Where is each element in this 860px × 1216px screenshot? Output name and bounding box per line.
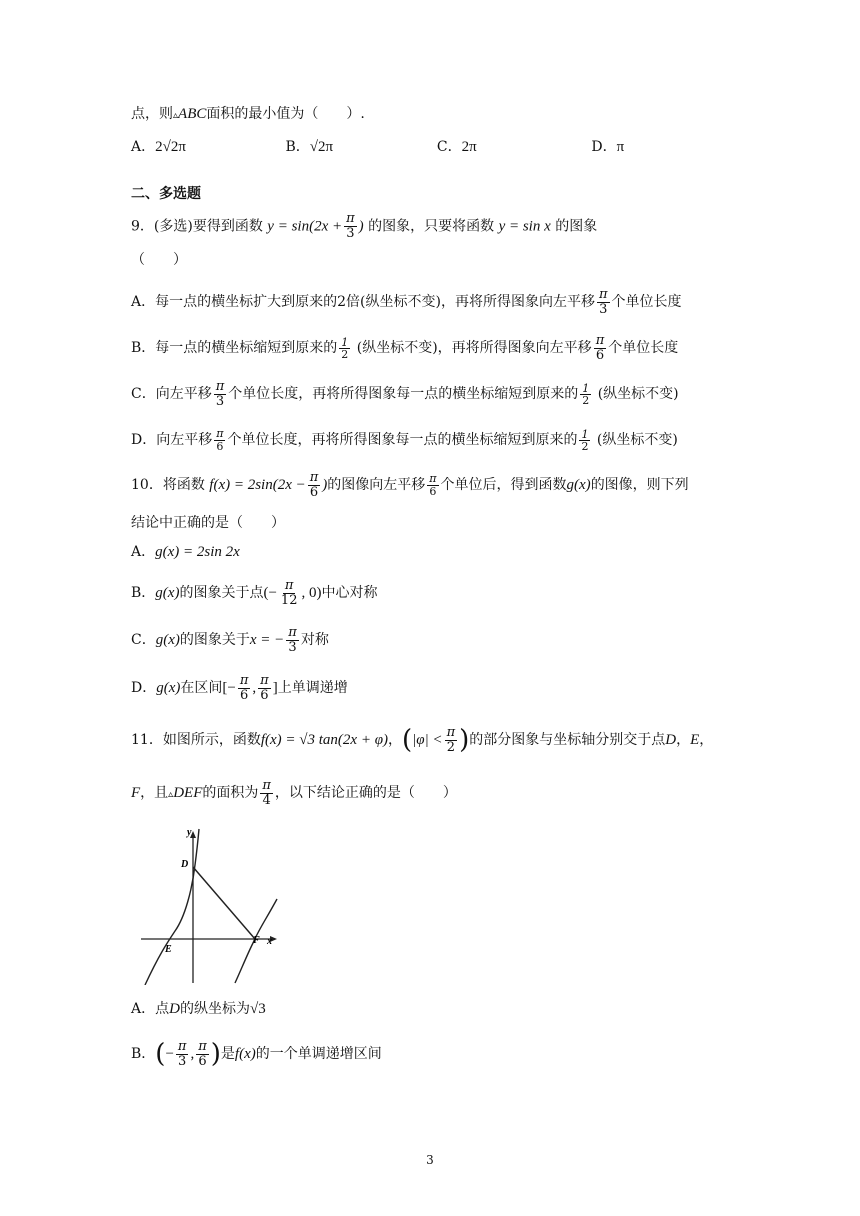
q11-option-a[interactable] — [131, 996, 266, 1022]
option-text-end: (纵坐标不变) — [597, 386, 679, 402]
option-g: g(x) — [155, 632, 180, 648]
q9-text-b: 的图象，只要将函数 — [368, 218, 495, 235]
frac — [286, 626, 299, 655]
point-d: D — [665, 732, 677, 748]
q10-stem-line2: 结论中正确的是（ ） — [131, 515, 285, 531]
frac-den: 6 — [309, 484, 319, 500]
q10-text-b: 的图像向左平移 — [327, 477, 426, 493]
label-d: D — [181, 859, 189, 870]
frac-den: 3 — [215, 393, 225, 409]
option-value: √3 — [249, 1001, 266, 1017]
option-g: g(x) — [156, 680, 181, 696]
tangent-branch-1 — [145, 829, 199, 985]
q11-comma: ， — [387, 732, 402, 748]
frac — [238, 674, 251, 703]
q9-func-close: ) — [358, 218, 364, 235]
option-value: π — [616, 139, 625, 155]
option-text-mid: 个单位长度，再将所得图象每一点的横坐标缩短到原来的 — [228, 386, 579, 402]
frac-num: π — [429, 471, 437, 485]
frac-den: 2 — [582, 393, 590, 407]
paren-open: ( — [401, 725, 413, 755]
q8-option-d[interactable] — [591, 137, 624, 157]
option-text-end: 对称 — [300, 632, 329, 648]
point-close: , 0) — [301, 585, 322, 601]
frac-num: π — [346, 211, 355, 226]
option-label: B． — [131, 340, 156, 356]
frac-num: π — [262, 777, 271, 793]
label-e: E — [165, 944, 172, 955]
option-text: 在区间 — [180, 680, 223, 696]
frac-num: π — [288, 624, 297, 640]
frac — [214, 428, 225, 453]
q8-text-end: 面积的最小值为（ ）. — [206, 106, 365, 122]
q8-stem-tail — [131, 104, 365, 126]
option-text-end: 中心对称 — [321, 585, 378, 601]
frac-den: 6 — [239, 687, 249, 703]
frac-den: 6 — [260, 687, 269, 703]
frac-den: 3 — [599, 301, 608, 317]
q11-stem-line2 — [131, 776, 457, 812]
q9-option-a[interactable] — [131, 287, 682, 317]
q9-func2: y = sin x — [498, 218, 551, 235]
label-y: y — [187, 827, 192, 838]
option-expr: g(x) = 2sin 2x — [155, 544, 240, 560]
option-text: 向左平移 — [156, 432, 213, 448]
option-text-end: (纵坐标不变) — [596, 432, 678, 448]
label-f: F — [253, 935, 260, 946]
point-e: E — [690, 732, 700, 748]
option-text-end: 个单位长度 — [608, 340, 679, 356]
q10-text-c: 个单位后，得到函数 — [440, 477, 567, 493]
paren-close: ) — [459, 725, 470, 755]
paren-close: ) — [210, 1039, 221, 1069]
q10-option-b[interactable] — [131, 578, 377, 608]
frac — [445, 726, 458, 755]
q11-text-d: 的面积为 — [202, 785, 259, 801]
option-label: B． — [131, 585, 156, 601]
frac-num: π — [216, 426, 224, 440]
frac-den: 2 — [341, 347, 349, 361]
q10-stem — [131, 470, 689, 500]
option-text-end: 上单调递增 — [277, 680, 348, 696]
q9-option-b[interactable] — [131, 333, 678, 363]
option-label: C． — [131, 386, 156, 402]
q8-option-b[interactable] — [285, 137, 432, 157]
frac — [279, 579, 300, 608]
q11-text: 11．如图所示，函数 — [131, 732, 261, 748]
option-value: 2√2π — [155, 139, 186, 155]
minus: − — [165, 1046, 174, 1062]
option-text-mid: 个单位长度，再将所得图象每一点的横坐标缩短到原来的 — [227, 432, 578, 448]
frac — [308, 471, 321, 500]
triangle-symbol: ▵ — [173, 110, 179, 121]
option-label: B． — [285, 139, 310, 155]
option-text-mid: (纵坐标不变)，再将所得图象向左平移 — [356, 340, 592, 356]
q11-option-b[interactable] — [131, 1037, 382, 1071]
comma: , — [190, 1046, 195, 1062]
frac-num: π — [284, 577, 294, 593]
section-title: 二、多选题 — [131, 186, 201, 202]
q11-stem — [131, 723, 713, 757]
label-x: x — [267, 936, 272, 947]
option-label: C． — [436, 139, 462, 155]
option-label: A． — [131, 544, 156, 560]
triangle-def: DEF — [173, 785, 203, 801]
sep: ， — [699, 732, 714, 748]
point-f: F — [131, 785, 141, 801]
frac-num: π — [309, 469, 319, 485]
frac-den: 2 — [446, 739, 455, 755]
frac — [260, 779, 273, 808]
frac-den: 6 — [216, 439, 224, 453]
frac-den: 4 — [262, 792, 271, 808]
option-label: B． — [131, 1046, 156, 1062]
q9-func: y = sin(2x + — [267, 218, 343, 235]
frac-den: 3 — [288, 639, 297, 655]
frac-num: π — [215, 378, 225, 394]
q11-text-e: ，以下结论正确的是（ ） — [274, 785, 457, 801]
q9-option-c[interactable] — [131, 379, 679, 409]
q10-option-d[interactable] — [131, 673, 348, 703]
option-text: 每一点的横坐标扩大到原来的2倍(纵坐标不变)，再将所得图象向左平移 — [155, 294, 595, 310]
triangle-symbol: ▵ — [168, 789, 174, 800]
q8-options — [131, 137, 624, 157]
q10-func: f(x) = 2sin(2x − — [209, 477, 306, 493]
frac-den: 3 — [346, 226, 355, 241]
option-x: x = − — [249, 632, 285, 648]
frac — [339, 337, 350, 360]
frac — [597, 288, 610, 317]
frac-den: 6 — [429, 484, 437, 498]
option-label: A． — [131, 1001, 156, 1017]
option-text-end: 的一个单调递增区间 — [255, 1046, 382, 1062]
option-label: D． — [131, 680, 157, 696]
frac-den: 2 — [581, 439, 589, 453]
q10-g: g(x) — [566, 477, 591, 493]
point-d: D — [169, 1001, 180, 1017]
frac — [258, 674, 271, 703]
option-label: C． — [131, 632, 156, 648]
q9-paren: （ ） — [131, 252, 187, 268]
tangent-graph-figure — [137, 825, 287, 985]
q11-cond: |φ| < — [412, 732, 443, 748]
q8-triangle-name: ABC — [178, 106, 207, 122]
frac — [594, 334, 607, 363]
q9-option-d[interactable] — [131, 425, 678, 455]
frac-num: π — [595, 332, 605, 348]
option-text: 是 — [220, 1046, 235, 1062]
option-label: A． — [131, 294, 156, 310]
q10-option-c[interactable] — [131, 625, 329, 655]
option-label: A． — [131, 139, 156, 155]
option-label: D． — [131, 432, 157, 448]
q11-text-c: ，且 — [140, 785, 169, 801]
frac-num: 1 — [581, 427, 589, 441]
q11-func: f(x) = √3 tan(2x + φ) — [260, 732, 388, 748]
frac-den: 6 — [198, 1053, 207, 1069]
option-g: g(x) — [155, 585, 180, 601]
q8-text: 点，则 — [131, 106, 173, 122]
frac-num: π — [177, 1038, 187, 1054]
option-value: √2π — [309, 139, 334, 155]
frac-den: 3 — [178, 1053, 187, 1069]
option-value: 2π — [461, 139, 477, 155]
frac-den: 6 — [595, 347, 605, 363]
option-text: 点 — [155, 1001, 170, 1017]
option-text: 向左平移 — [155, 386, 212, 402]
option-label: D． — [591, 139, 617, 155]
q9-frac — [344, 212, 357, 241]
frac — [427, 473, 438, 498]
option-text: 每一点的横坐标缩短到原来的 — [155, 340, 338, 356]
frac — [196, 1040, 209, 1069]
q9-text-c: 的图象 — [555, 218, 598, 235]
option-text: 的图象关于点 — [179, 585, 264, 601]
q10-func-close: ) — [322, 477, 328, 493]
frac-den: 12 — [280, 592, 298, 608]
q10-text-d: 的图像，则下列 — [590, 477, 689, 493]
frac-num: π — [598, 286, 608, 302]
segment-df — [193, 867, 255, 939]
interval-close: ] — [272, 680, 278, 696]
q9-text: 9．(多选)要得到函数 — [131, 218, 263, 235]
frac — [176, 1040, 189, 1069]
q8-option-c[interactable] — [437, 137, 587, 157]
page-number: 3 — [426, 1153, 434, 1167]
option-text-mid: 的纵坐标为 — [179, 1001, 250, 1017]
frac — [579, 429, 590, 452]
option-f: f(x) — [234, 1046, 256, 1062]
frac-num: π — [239, 672, 249, 688]
sep: ， — [676, 732, 691, 748]
interval-comma: , — [252, 680, 257, 696]
frac-num: π — [260, 672, 269, 688]
interval-open: [− — [222, 680, 236, 696]
frac — [580, 383, 591, 406]
q9-stem — [131, 212, 597, 241]
option-text: 的图象关于 — [179, 632, 250, 648]
q10-option-a[interactable] — [131, 542, 240, 562]
frac-num: 1 — [582, 381, 590, 395]
q11-text-b: 的部分图象与坐标轴分别交于点 — [469, 732, 666, 748]
paren-open: ( — [155, 1039, 166, 1069]
frac — [214, 380, 227, 409]
frac-num: 1 — [341, 335, 349, 349]
q10-text: 10．将函数 — [131, 477, 205, 493]
q8-option-a[interactable] — [131, 137, 281, 157]
frac-num: π — [198, 1038, 207, 1054]
frac-num: π — [446, 724, 456, 740]
point-open: (− — [263, 585, 277, 601]
option-text-end: 个单位长度 — [611, 294, 682, 310]
